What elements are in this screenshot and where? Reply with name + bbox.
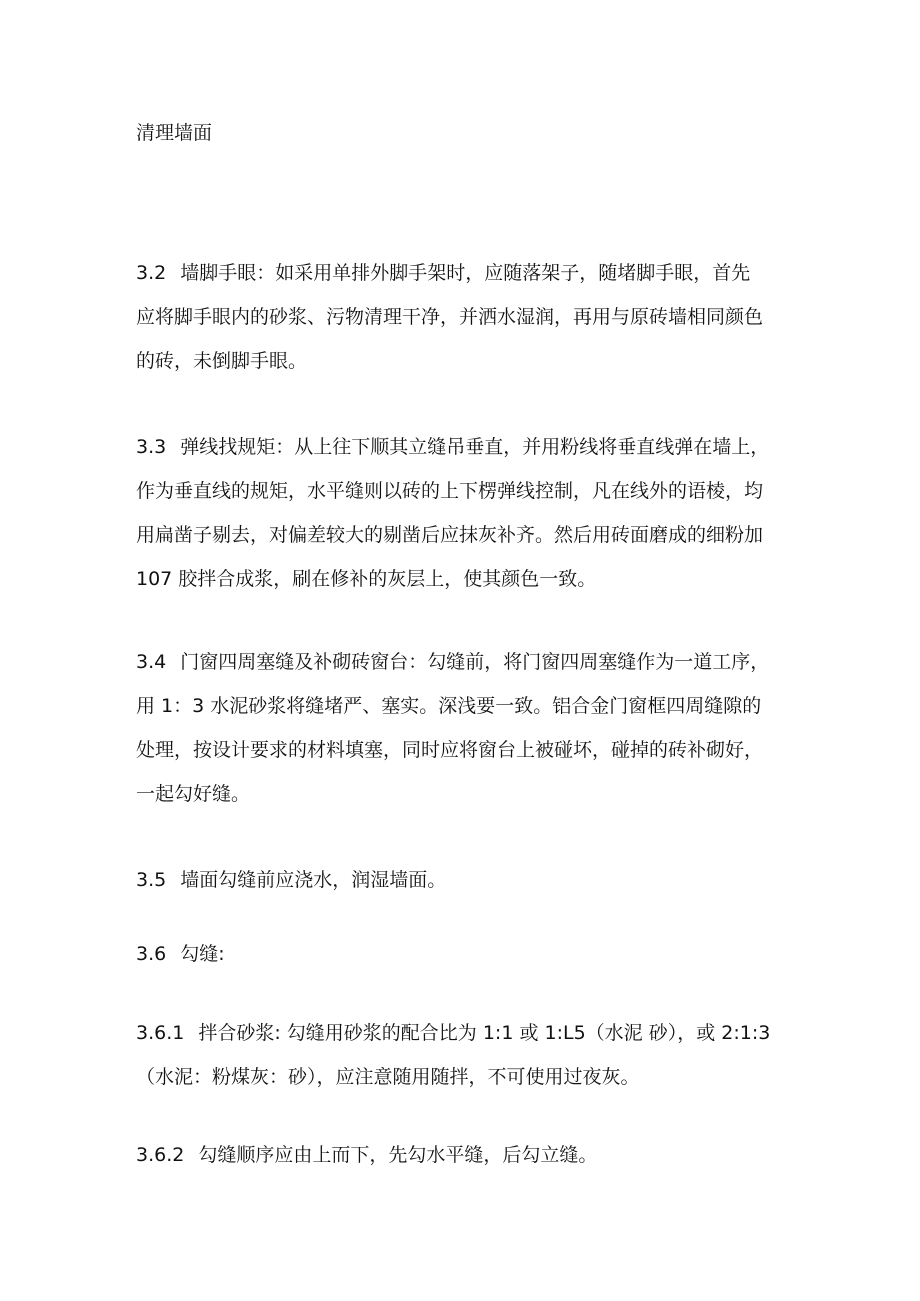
text-line: 一起勾好缝。 — [136, 783, 251, 805]
text-line: 应将脚手眼内的砂浆、污物清理干净，并洒水湿润，再用与原砖墙相同颜色 — [136, 306, 764, 328]
paragraph-text: 墙脚手眼：如采用单排外脚手架时，应随落架子，随堵脚手眼，首先 — [180, 262, 751, 284]
section-number: 3.6 — [136, 943, 167, 965]
section-3-2 — [136, 251, 806, 383]
text-line: 处理，按设计要求的材料填塞，同时应将窗台上被碰坏，碰掉的砖补砌好， — [136, 739, 764, 761]
text-line — [136, 858, 806, 902]
section-number: 3.3 — [136, 436, 167, 458]
text-line: 用 1：3 水泥砂浆将缝堵严、塞实。深浅要一致。铝合金门窗框四周缝隙的 — [136, 695, 762, 717]
text-line — [136, 251, 806, 295]
intro-line — [136, 111, 806, 155]
paragraph-text: 勾缝顺序应由上而下，先勾水平缝，后勾立缝。 — [198, 1144, 598, 1166]
section-3-6-1 — [136, 1011, 806, 1099]
section-number: 3.4 — [136, 651, 167, 673]
text-line — [136, 1133, 806, 1177]
section-number: 3.6.1 — [136, 1022, 185, 1044]
text-line: 作为垂直线的规矩，水平缝则以砖的上下楞弹线控制，凡在线外的语棱，均 — [136, 480, 764, 502]
text-line — [136, 1011, 806, 1055]
text-line — [136, 425, 806, 469]
section-3-6-2 — [136, 1133, 806, 1177]
paragraph-text: 门窗四周塞缝及补砌砖窗台：勾缝前，将门窗四周塞缝作为一道工序， — [180, 651, 770, 673]
paragraph-text: 墙面勾缝前应浇水，润湿墙面。 — [180, 869, 447, 891]
text-line: 107 胶拌合成浆，刷在修补的灰层上，使其颜色一致。 — [136, 568, 597, 590]
text-line — [136, 640, 806, 684]
text-line: 清理墙面 — [136, 122, 213, 144]
section-number: 3.6.2 — [136, 1144, 185, 1166]
paragraph-text: 弹线找规矩：从上往下顺其立缝吊垂直，并用粉线将垂直线弹在墙上， — [180, 436, 770, 458]
section-3-3 — [136, 425, 806, 601]
text-line: 用扁凿子剔去，对偏差较大的剔凿后应抹灰补齐。然后用砖面磨成的细粉加 — [136, 524, 764, 546]
section-3-6 — [136, 932, 806, 976]
text-line: （水泥：粉煤灰：砂），应注意随用随拌，不可使用过夜灰。 — [136, 1066, 640, 1088]
section-number: 3.2 — [136, 262, 167, 284]
section-number: 3.5 — [136, 869, 167, 891]
section-3-4 — [136, 640, 806, 816]
text-line: 的砖，未倒脚手眼。 — [136, 350, 308, 372]
paragraph-text: 拌合砂浆: 勾缝用砂浆的配合比为 1:1 或 1:L5（水泥 砂），或 2:1:3 — [198, 1022, 771, 1044]
section-3-5 — [136, 858, 806, 902]
text-line — [136, 932, 806, 976]
paragraph-text: 勾缝: — [180, 943, 225, 965]
